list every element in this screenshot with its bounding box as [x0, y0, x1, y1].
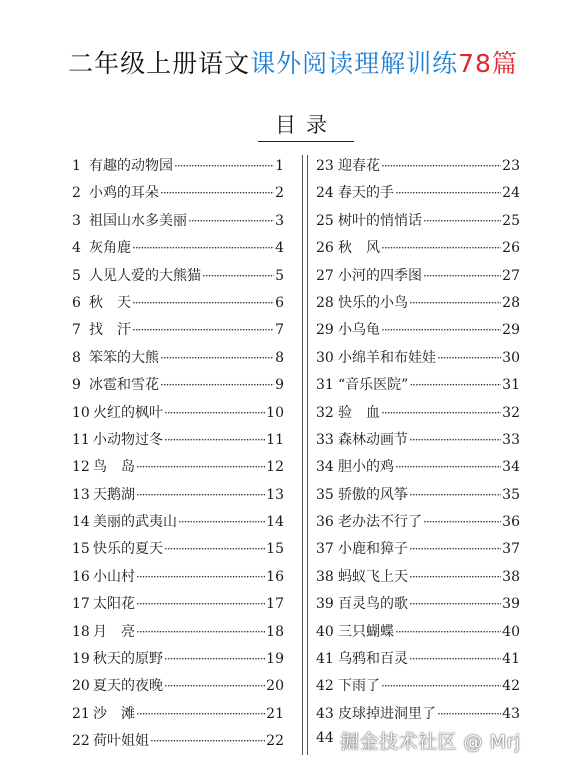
toc-entry-title: 小动物过冬	[93, 431, 163, 448]
toc-entry-title: 树叶的悄悄话	[338, 212, 422, 229]
toc-entry-title: 秋 风	[338, 240, 380, 257]
toc-entry[interactable]	[316, 182, 520, 209]
toc-leader-dots	[136, 488, 265, 502]
toc-entry-page: 31	[502, 377, 520, 394]
toc-entry-page: 3	[275, 212, 284, 229]
column-divider	[302, 155, 308, 755]
toc-entry-number: 18	[72, 623, 90, 640]
toc-entry-page: 9	[275, 377, 284, 394]
toc-entry-title: 找 汗	[89, 322, 131, 339]
toc-heading: 目录	[258, 109, 354, 142]
toc-leader-dots	[409, 597, 501, 611]
toc-entry-page: 26	[502, 240, 520, 257]
toc-entry-number: 25	[316, 212, 334, 229]
toc-leader-dots	[132, 296, 274, 310]
toc-entry-title: 小河的四季图	[338, 267, 422, 284]
toc-entry[interactable]	[316, 593, 520, 620]
toc-entry[interactable]	[316, 429, 520, 456]
toc-entry-title: 快乐的夏天	[93, 541, 163, 558]
toc-entry-title: 冰雹和雪花	[89, 377, 159, 394]
toc-leader-dots	[409, 570, 501, 584]
toc-leader-dots	[160, 186, 274, 200]
toc-leader-dots	[136, 570, 265, 584]
toc-entry[interactable]	[316, 511, 520, 538]
toc-entry-page: 24	[502, 185, 520, 202]
toc-entry-number: 6	[72, 294, 81, 311]
toc-entry-page: 21	[266, 705, 284, 722]
toc-entry-number: 2	[72, 185, 81, 202]
toc-entry[interactable]	[72, 675, 284, 702]
toc-entry-page: 37	[502, 541, 520, 558]
toc-entry-number: 22	[72, 733, 90, 750]
toc-entry-page: 20	[266, 678, 284, 695]
toc-entry-title: 荷叶姐姐	[93, 733, 149, 750]
toc-entry-page: 1	[275, 158, 284, 174]
toc-entry-number: 42	[316, 678, 334, 695]
toc-leader-dots	[409, 488, 501, 502]
toc-entry-number: 31	[316, 377, 334, 394]
toc-entry-page: 40	[502, 623, 520, 640]
toc-leader-dots	[202, 269, 274, 283]
toc-leader-dots	[381, 679, 501, 693]
toc-entry[interactable]	[72, 648, 284, 675]
toc-entry-number: 38	[316, 568, 334, 585]
watermark: 掘金技术社区 @ Mrj	[340, 731, 521, 753]
toc-entry[interactable]	[72, 347, 284, 374]
toc-entry[interactable]	[316, 484, 520, 511]
toc-entry-number: 32	[316, 404, 334, 421]
toc-entry-number: 3	[72, 212, 81, 229]
toc-entry-number: 4	[72, 240, 81, 257]
toc-entry-number: 34	[316, 459, 334, 476]
title-subject: 课外阅读理解训练	[250, 49, 459, 78]
toc-entry-page: 38	[502, 568, 520, 585]
toc-entry-title: 夏天的夜晚	[93, 678, 163, 695]
toc-entry-title: 森林动画节	[338, 431, 408, 448]
toc-entry-page: 5	[275, 267, 284, 284]
toc-entry-title: 美丽的武夷山	[93, 514, 177, 531]
toc-leader-dots	[437, 707, 501, 721]
toc-entry-title: 乌鸦和百灵	[338, 651, 408, 668]
toc-entry-page: 2	[275, 185, 284, 202]
toc-entry-title: 迎春花	[338, 158, 380, 174]
toc-entry-title: 春天的手	[338, 185, 394, 202]
toc-entry-page: 42	[502, 678, 520, 695]
toc-entry[interactable]	[316, 566, 520, 593]
toc-entry-number: 1	[72, 158, 81, 174]
toc-entry[interactable]	[316, 155, 520, 182]
toc-entry-title: 灰角鹿	[89, 240, 131, 257]
toc-entry-page: 35	[502, 486, 520, 503]
toc-entry[interactable]	[72, 593, 284, 620]
toc-leader-dots	[423, 515, 501, 529]
toc-leader-dots	[381, 406, 501, 420]
toc-entry-title: 下雨了	[338, 678, 380, 695]
toc-entry[interactable]	[72, 374, 284, 401]
toc-entry-number: 28	[316, 294, 334, 311]
toc-entry-number: 20	[72, 678, 90, 695]
toc-entry[interactable]	[72, 538, 284, 565]
toc-entry-page: 15	[266, 541, 284, 558]
toc-entry[interactable]	[316, 237, 520, 264]
toc-entry-title: 小鹿和獐子	[338, 541, 408, 558]
toc-entry-title: 太阳花	[93, 596, 135, 613]
toc-leader-dots	[136, 460, 265, 474]
toc-entry-title: 有趣的动物园	[89, 158, 173, 174]
toc-entry-title: 小乌龟	[338, 322, 380, 339]
toc-leader-dots	[409, 542, 501, 556]
toc-entry-page: 36	[502, 514, 520, 531]
toc-entry-number: 44	[316, 730, 334, 747]
toc-entry[interactable]	[316, 456, 520, 483]
toc-entry-number: 16	[72, 568, 90, 585]
toc-entry-number: 8	[72, 349, 81, 366]
toc-leader-dots	[381, 159, 501, 173]
toc-entry-title: 骄傲的风筝	[338, 486, 408, 503]
toc-leader-dots	[409, 296, 501, 310]
toc-entry-number: 36	[316, 514, 334, 531]
toc-entry[interactable]	[72, 511, 284, 538]
toc-entry[interactable]	[316, 675, 520, 702]
toc-leader-dots	[164, 542, 265, 556]
toc-entry[interactable]	[72, 621, 284, 648]
toc-leader-dots	[164, 679, 265, 693]
toc-entry-page: 25	[502, 212, 520, 229]
toc-entry-number: 15	[72, 541, 90, 558]
toc-leader-dots	[381, 241, 501, 255]
toc-entry-title: 快乐的小鸟	[338, 294, 408, 311]
toc-entry-title: 老办法不行了	[338, 514, 422, 531]
toc-entry-page: 19	[266, 651, 284, 668]
toc-entry-title: 祖国山水多美丽	[89, 212, 187, 229]
toc-entry-number: 43	[316, 705, 334, 722]
toc-leader-dots	[160, 351, 274, 365]
toc-leader-dots	[423, 214, 501, 228]
toc-entry-page: 27	[502, 267, 520, 284]
toc-entry-title: 蚂蚁飞上天	[338, 568, 408, 585]
toc-leader-dots	[409, 652, 501, 666]
toc-entry-page: 4	[275, 240, 284, 257]
toc-entry-page: 7	[275, 322, 284, 339]
toc-entry-title: 三只蝴蝶	[338, 623, 394, 640]
toc-entry[interactable]	[316, 374, 520, 401]
toc-entry-page: 6	[275, 294, 284, 311]
toc-entry-number: 30	[316, 349, 334, 366]
toc-leader-dots	[164, 433, 265, 447]
toc-entry-number: 26	[316, 240, 334, 257]
toc-entry-page: 23	[502, 158, 520, 174]
toc-entry-title: 月 亮	[93, 623, 135, 640]
toc-entry-number: 41	[316, 651, 334, 668]
toc-entry[interactable]	[72, 292, 284, 319]
toc-entry[interactable]	[72, 265, 284, 292]
toc-entry-title: 天鹅湖	[93, 486, 135, 503]
toc-entry[interactable]	[316, 265, 520, 292]
toc-entry-number: 10	[72, 404, 90, 421]
toc-leader-dots	[174, 159, 274, 173]
toc-entry[interactable]	[72, 402, 284, 429]
toc-entry[interactable]	[72, 484, 284, 511]
toc-entry-title: 火红的枫叶	[93, 404, 163, 421]
toc-entry-title: 沙 滩	[93, 705, 135, 722]
toc-entry-title: 小山村	[93, 568, 135, 585]
toc-entry-number: 19	[72, 651, 90, 668]
toc-entry[interactable]	[316, 538, 520, 565]
toc-entry-title: 胆小的鸡	[338, 459, 394, 476]
toc-entry-title: 验 血	[338, 404, 380, 421]
toc-entry[interactable]	[72, 730, 284, 757]
toc-entry[interactable]	[72, 155, 284, 182]
document-title	[0, 44, 586, 80]
toc-entry[interactable]	[72, 429, 284, 456]
toc-right-column	[316, 155, 520, 758]
toc-entry-number: 9	[72, 377, 81, 394]
toc-leader-dots	[136, 597, 265, 611]
toc-entry-page: 10	[266, 404, 284, 421]
toc-leader-dots	[381, 323, 501, 337]
toc-entry-page: 11	[266, 431, 284, 448]
toc-entry-title: 笨笨的大熊	[89, 349, 159, 366]
toc-entry[interactable]	[316, 621, 520, 648]
toc-entry-page: 33	[502, 431, 520, 448]
toc-entry-number: 27	[316, 267, 334, 284]
toc-entry-number: 12	[72, 459, 90, 476]
toc-leader-dots	[395, 460, 501, 474]
toc-leader-dots	[395, 625, 501, 639]
toc-entry-number: 11	[72, 431, 90, 448]
toc-leader-dots	[132, 241, 274, 255]
toc-entry-number: 40	[316, 623, 334, 640]
toc-entry[interactable]	[316, 347, 520, 374]
toc-entry-title: 人见人爱的大熊猫	[89, 267, 201, 284]
toc-entry-page: 14	[266, 514, 284, 531]
toc-leader-dots	[164, 406, 265, 420]
toc-entry-number: 7	[72, 322, 81, 339]
toc-leader-dots	[136, 707, 265, 721]
toc-entry[interactable]	[316, 648, 520, 675]
toc-entry-title: “音乐医院”	[338, 377, 409, 394]
toc-entry-number: 14	[72, 514, 90, 531]
title-count: 78篇	[458, 49, 518, 78]
toc-entry-number: 39	[316, 596, 334, 613]
toc-entry-number: 5	[72, 267, 81, 284]
toc-entry[interactable]	[72, 182, 284, 209]
toc-entry-number: 21	[72, 705, 90, 722]
toc-entry[interactable]	[72, 566, 284, 593]
toc-leader-dots	[437, 351, 501, 365]
toc-entry-page: 41	[502, 651, 520, 668]
toc-entry-page: 43	[502, 705, 520, 722]
toc-entry-title: 百灵鸟的歌	[338, 596, 408, 613]
toc-leader-dots	[409, 378, 501, 392]
toc-entry-page: 32	[502, 404, 520, 421]
toc-entry[interactable]	[316, 210, 520, 237]
toc-entry-title: 秋天的原野	[93, 651, 163, 668]
toc-leader-dots	[188, 214, 274, 228]
toc-entry-title: 秋 天	[89, 294, 131, 311]
toc-leader-dots	[164, 652, 265, 666]
toc-entry[interactable]	[72, 319, 284, 346]
toc-leader-dots	[395, 186, 501, 200]
toc-entry[interactable]	[316, 402, 520, 429]
toc-leader-dots	[409, 433, 501, 447]
toc-entry-number: 33	[316, 431, 334, 448]
toc-entry-page: 13	[266, 486, 284, 503]
toc-entry[interactable]	[316, 292, 520, 319]
toc-entry-number: 24	[316, 185, 334, 202]
toc-entry-number: 17	[72, 596, 90, 613]
toc-entry-page: 29	[502, 322, 520, 339]
toc-leader-dots	[160, 378, 274, 392]
toc-entry-number: 29	[316, 322, 334, 339]
toc-entry-page: 39	[502, 596, 520, 613]
toc-entry-number: 23	[316, 158, 334, 174]
toc-entry-title: 鸟 岛	[93, 459, 135, 476]
toc-entry-page: 17	[266, 596, 284, 613]
toc-entry-page: 34	[502, 459, 520, 476]
toc-entry-page: 8	[275, 349, 284, 366]
toc-entry[interactable]	[72, 237, 284, 264]
toc-left-column	[72, 155, 284, 758]
toc-entry-page: 30	[502, 349, 520, 366]
toc-leader-dots	[136, 625, 265, 639]
toc-entry-page: 18	[266, 623, 284, 640]
toc-entry[interactable]	[72, 210, 284, 237]
title-grade: 二年级上册语文	[68, 49, 251, 78]
toc-entry[interactable]	[72, 456, 284, 483]
toc-entry[interactable]	[72, 703, 284, 730]
toc-entry-title: 小绵羊和布娃娃	[338, 349, 436, 366]
toc-entry-page: 22	[266, 733, 284, 750]
toc-entry-title: 小鸡的耳朵	[89, 185, 159, 202]
toc-leader-dots	[423, 269, 501, 283]
toc-entry[interactable]	[316, 319, 520, 346]
toc-entry-number: 37	[316, 541, 334, 558]
toc-entry-page: 16	[266, 568, 284, 585]
toc-leader-dots	[132, 323, 274, 337]
toc-leader-dots	[178, 515, 265, 529]
toc-entry-number: 13	[72, 486, 90, 503]
toc-entry-page: 12	[266, 459, 284, 476]
toc-entry-page: 28	[502, 294, 520, 311]
toc-entry-number: 35	[316, 486, 334, 503]
toc-leader-dots	[150, 734, 265, 748]
toc-entry-title: 皮球掉进洞里了	[338, 705, 436, 722]
